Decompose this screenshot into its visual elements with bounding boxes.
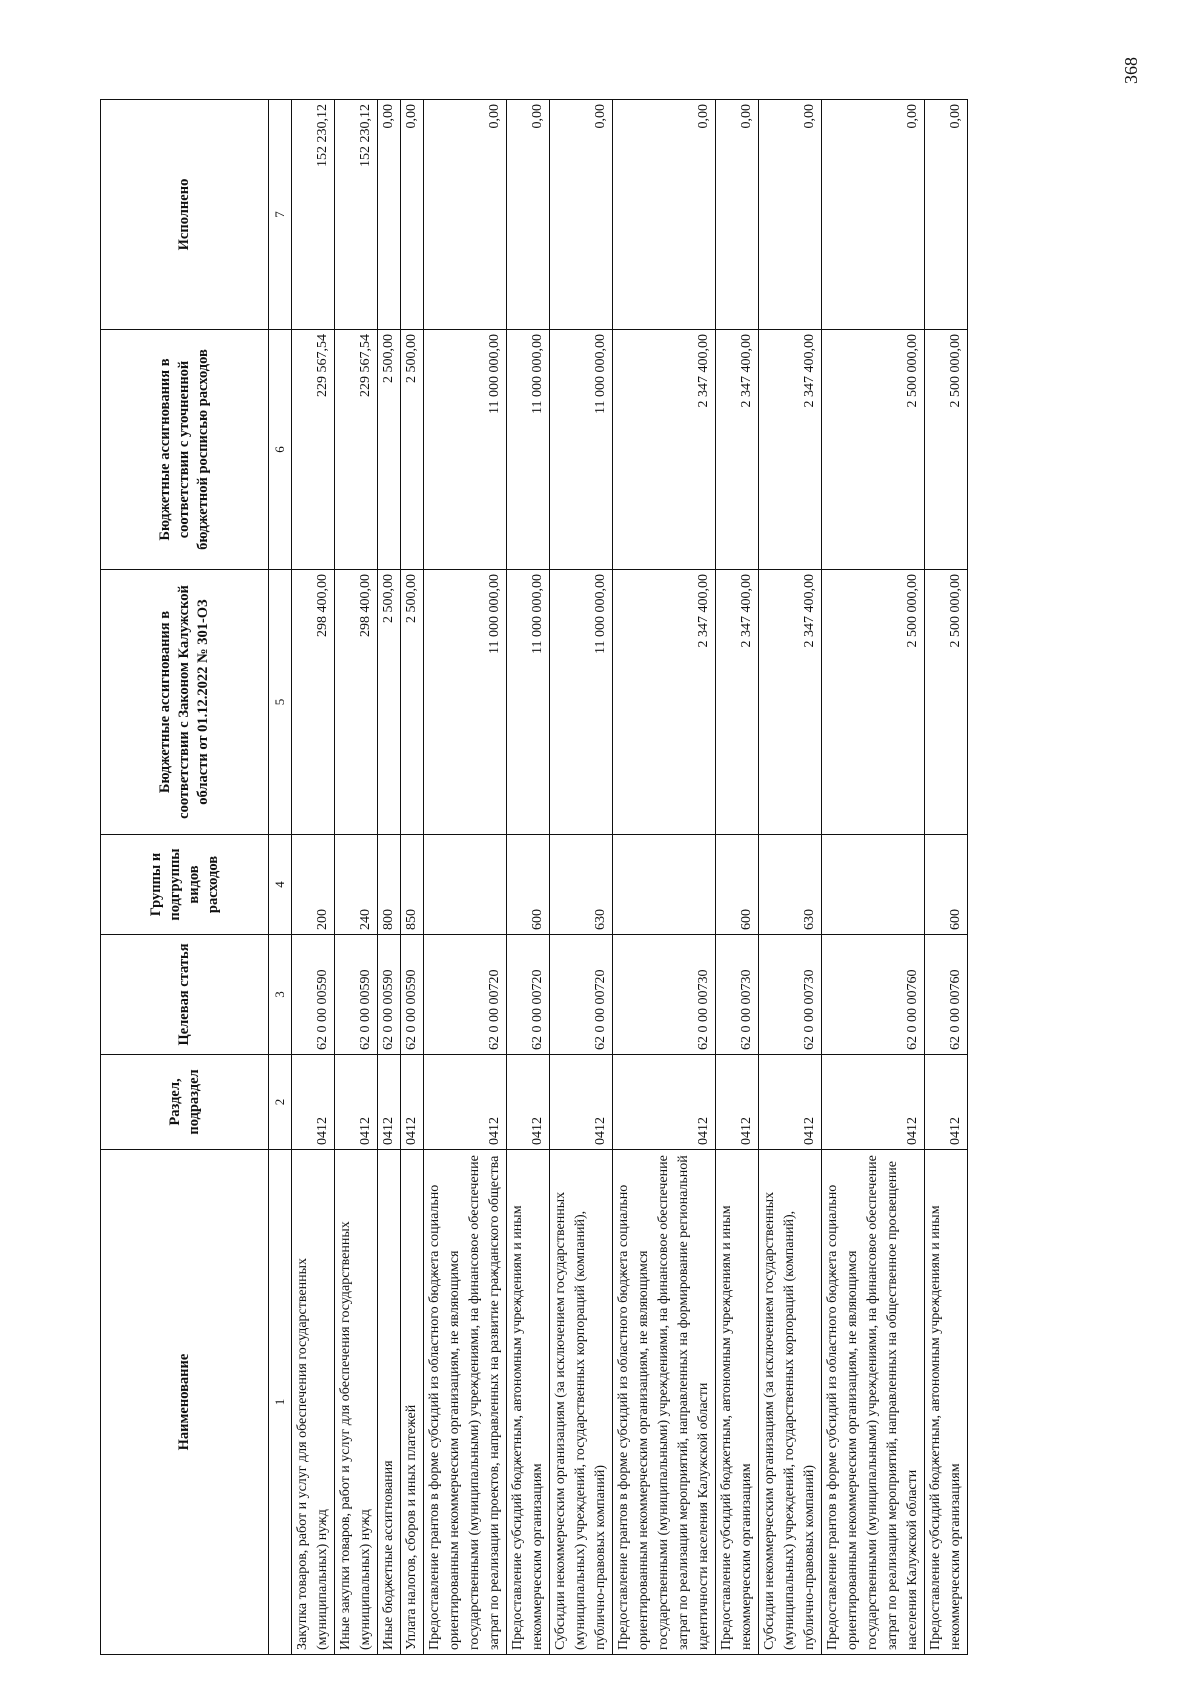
cell-law-amount: 298 400,00 <box>335 570 378 835</box>
table-row <box>507 100 550 1655</box>
cell-refined-amount: 11 000 000,00 <box>507 330 550 570</box>
cell-section: 0412 <box>613 1055 716 1150</box>
table-row <box>716 100 759 1655</box>
cell-group: 240 <box>335 835 378 935</box>
cell-section: 0412 <box>822 1055 925 1150</box>
table-row <box>292 100 335 1655</box>
cell-section: 0412 <box>550 1055 613 1150</box>
table-row <box>613 100 716 1655</box>
cell-article: 62 0 00 00590 <box>292 935 335 1055</box>
cell-refined-amount: 229 567,54 <box>292 330 335 570</box>
header-section: Раздел, подраздел <box>101 1055 269 1150</box>
col-number: 3 <box>269 935 292 1055</box>
table-row <box>378 100 401 1655</box>
cell-name: Закупка товаров, работ и услуг для обеспечения государственных (муниципальных) нужд <box>292 1150 335 1655</box>
cell-group: 600 <box>716 835 759 935</box>
budget-table <box>100 99 968 1655</box>
col-number: 4 <box>269 835 292 935</box>
cell-refined-amount: 11 000 000,00 <box>550 330 613 570</box>
header-refined: Бюджетные ассигнования в соответствии с уточненной бюджетной росписью расходов <box>101 330 269 570</box>
cell-executed-amount: 0,00 <box>550 100 613 330</box>
cell-name: Предоставление субсидий бюджетным, автономным учреждениям и иным некоммерческим организациям <box>716 1150 759 1655</box>
cell-section: 0412 <box>759 1055 822 1150</box>
cell-law-amount: 2 347 400,00 <box>716 570 759 835</box>
cell-name: Предоставление субсидий бюджетным, автономным учреждениям и иным некоммерческим организациям <box>507 1150 550 1655</box>
table-row <box>424 100 507 1655</box>
cell-executed-amount: 152 230,12 <box>335 100 378 330</box>
header-executed: Исполнено <box>101 100 269 330</box>
cell-name: Субсидии некоммерческим организациям (за исключением государственных (муниципальных) учреждений, государственных корпораций (компаний), публично-правовых компаний) <box>550 1150 613 1655</box>
cell-executed-amount: 0,00 <box>424 100 507 330</box>
col-number: 7 <box>269 100 292 330</box>
col-number: 2 <box>269 1055 292 1150</box>
cell-group: 600 <box>507 835 550 935</box>
cell-section: 0412 <box>401 1055 424 1150</box>
cell-executed-amount: 0,00 <box>759 100 822 330</box>
cell-section: 0412 <box>378 1055 401 1150</box>
cell-executed-amount: 0,00 <box>401 100 424 330</box>
cell-name: Предоставление грантов в форме субсидий из областного бюджета социально ориентированным некоммерческим организациям, не являющимся государственными (муниципальными) учреждениями, на финансовое обеспечение затрат по реализации мероприятий, направленных на формирование региональной идентичности населения Калужской области <box>613 1150 716 1655</box>
cell-article: 62 0 00 00590 <box>401 935 424 1055</box>
cell-group: 800 <box>378 835 401 935</box>
cell-law-amount: 11 000 000,00 <box>550 570 613 835</box>
cell-name: Предоставление субсидий бюджетным, автономным учреждениям и иным некоммерческим организациям <box>925 1150 968 1655</box>
cell-group: 200 <box>292 835 335 935</box>
cell-name: Предоставление грантов в форме субсидий из областного бюджета социально ориентированным некоммерческим организациям, не являющимся государственными (муниципальными) учреждениями, на финансовое обеспечение затрат по реализации проектов, направленных на развитие гражданского общества <box>424 1150 507 1655</box>
cell-article: 62 0 00 00720 <box>550 935 613 1055</box>
cell-article: 62 0 00 00730 <box>716 935 759 1055</box>
table-row <box>401 100 424 1655</box>
cell-group: 630 <box>759 835 822 935</box>
cell-refined-amount: 2 500 000,00 <box>925 330 968 570</box>
cell-article: 62 0 00 00730 <box>759 935 822 1055</box>
cell-article: 62 0 00 00760 <box>822 935 925 1055</box>
cell-refined-amount: 2 347 400,00 <box>716 330 759 570</box>
cell-article: 62 0 00 00590 <box>335 935 378 1055</box>
cell-article: 62 0 00 00720 <box>507 935 550 1055</box>
page-number: 368 <box>1121 57 1141 84</box>
cell-group: 850 <box>401 835 424 935</box>
cell-executed-amount: 0,00 <box>716 100 759 330</box>
header-law: Бюджетные ассигнования в соответствии с Законом Калужской области от 01.12.2022 № 301-ОЗ <box>101 570 269 835</box>
cell-executed-amount: 0,00 <box>507 100 550 330</box>
header-article: Целевая статья <box>101 935 269 1055</box>
cell-group <box>424 835 507 935</box>
cell-group: 600 <box>925 835 968 935</box>
header-group: Группы и подгруппы видов расходов <box>101 835 269 935</box>
cell-refined-amount: 2 347 400,00 <box>613 330 716 570</box>
cell-section: 0412 <box>424 1055 507 1150</box>
cell-article: 62 0 00 00720 <box>424 935 507 1055</box>
cell-section: 0412 <box>292 1055 335 1150</box>
cell-article: 62 0 00 00590 <box>378 935 401 1055</box>
cell-executed-amount: 152 230,12 <box>292 100 335 330</box>
header-row <box>101 100 269 1655</box>
cell-law-amount: 2 500,00 <box>401 570 424 835</box>
col-number: 5 <box>269 570 292 835</box>
cell-executed-amount: 0,00 <box>925 100 968 330</box>
cell-executed-amount: 0,00 <box>378 100 401 330</box>
cell-name: Иные бюджетные ассигнования <box>378 1150 401 1655</box>
cell-law-amount: 11 000 000,00 <box>507 570 550 835</box>
cell-section: 0412 <box>507 1055 550 1150</box>
cell-article: 62 0 00 00730 <box>613 935 716 1055</box>
table-row <box>925 100 968 1655</box>
cell-group: 630 <box>550 835 613 935</box>
cell-executed-amount: 0,00 <box>613 100 716 330</box>
cell-law-amount: 2 500,00 <box>378 570 401 835</box>
cell-name: Иные закупки товаров, работ и услуг для обеспечения государственных (муниципальных) нужд <box>335 1150 378 1655</box>
cell-refined-amount: 2 500,00 <box>401 330 424 570</box>
cell-refined-amount: 2 500 000,00 <box>822 330 925 570</box>
table-row <box>822 100 925 1655</box>
cell-executed-amount: 0,00 <box>822 100 925 330</box>
cell-law-amount: 2 347 400,00 <box>613 570 716 835</box>
cell-group <box>822 835 925 935</box>
cell-section: 0412 <box>716 1055 759 1150</box>
col-number: 6 <box>269 330 292 570</box>
cell-refined-amount: 229 567,54 <box>335 330 378 570</box>
cell-law-amount: 11 000 000,00 <box>424 570 507 835</box>
header-name: Наименование <box>101 1150 269 1655</box>
table-row <box>550 100 613 1655</box>
cell-name: Предоставление грантов в форме субсидий из областного бюджета социально ориентированным некоммерческим организациям, не являющимся государственными (муниципальными) учреждениями, на финансовое обеспечение затрат по реализации мероприятий, направленных на общественное просвещение населения Калужской области <box>822 1150 925 1655</box>
cell-name: Уплата налогов, сборов и иных платежей <box>401 1150 424 1655</box>
cell-refined-amount: 11 000 000,00 <box>424 330 507 570</box>
table-row <box>759 100 822 1655</box>
cell-article: 62 0 00 00760 <box>925 935 968 1055</box>
col-number: 1 <box>269 1150 292 1655</box>
cell-group <box>613 835 716 935</box>
cell-refined-amount: 2 347 400,00 <box>759 330 822 570</box>
cell-section: 0412 <box>335 1055 378 1150</box>
column-number-row <box>269 100 292 1655</box>
cell-refined-amount: 2 500,00 <box>378 330 401 570</box>
cell-law-amount: 2 347 400,00 <box>759 570 822 835</box>
cell-name: Субсидии некоммерческим организациям (за исключением государственных (муниципальных) учреждений, государственных корпораций (компаний), публично-правовых компаний) <box>759 1150 822 1655</box>
table-row <box>335 100 378 1655</box>
rotated-page <box>100 65 1200 1665</box>
cell-section: 0412 <box>925 1055 968 1150</box>
cell-law-amount: 2 500 000,00 <box>822 570 925 835</box>
cell-law-amount: 2 500 000,00 <box>925 570 968 835</box>
cell-law-amount: 298 400,00 <box>292 570 335 835</box>
